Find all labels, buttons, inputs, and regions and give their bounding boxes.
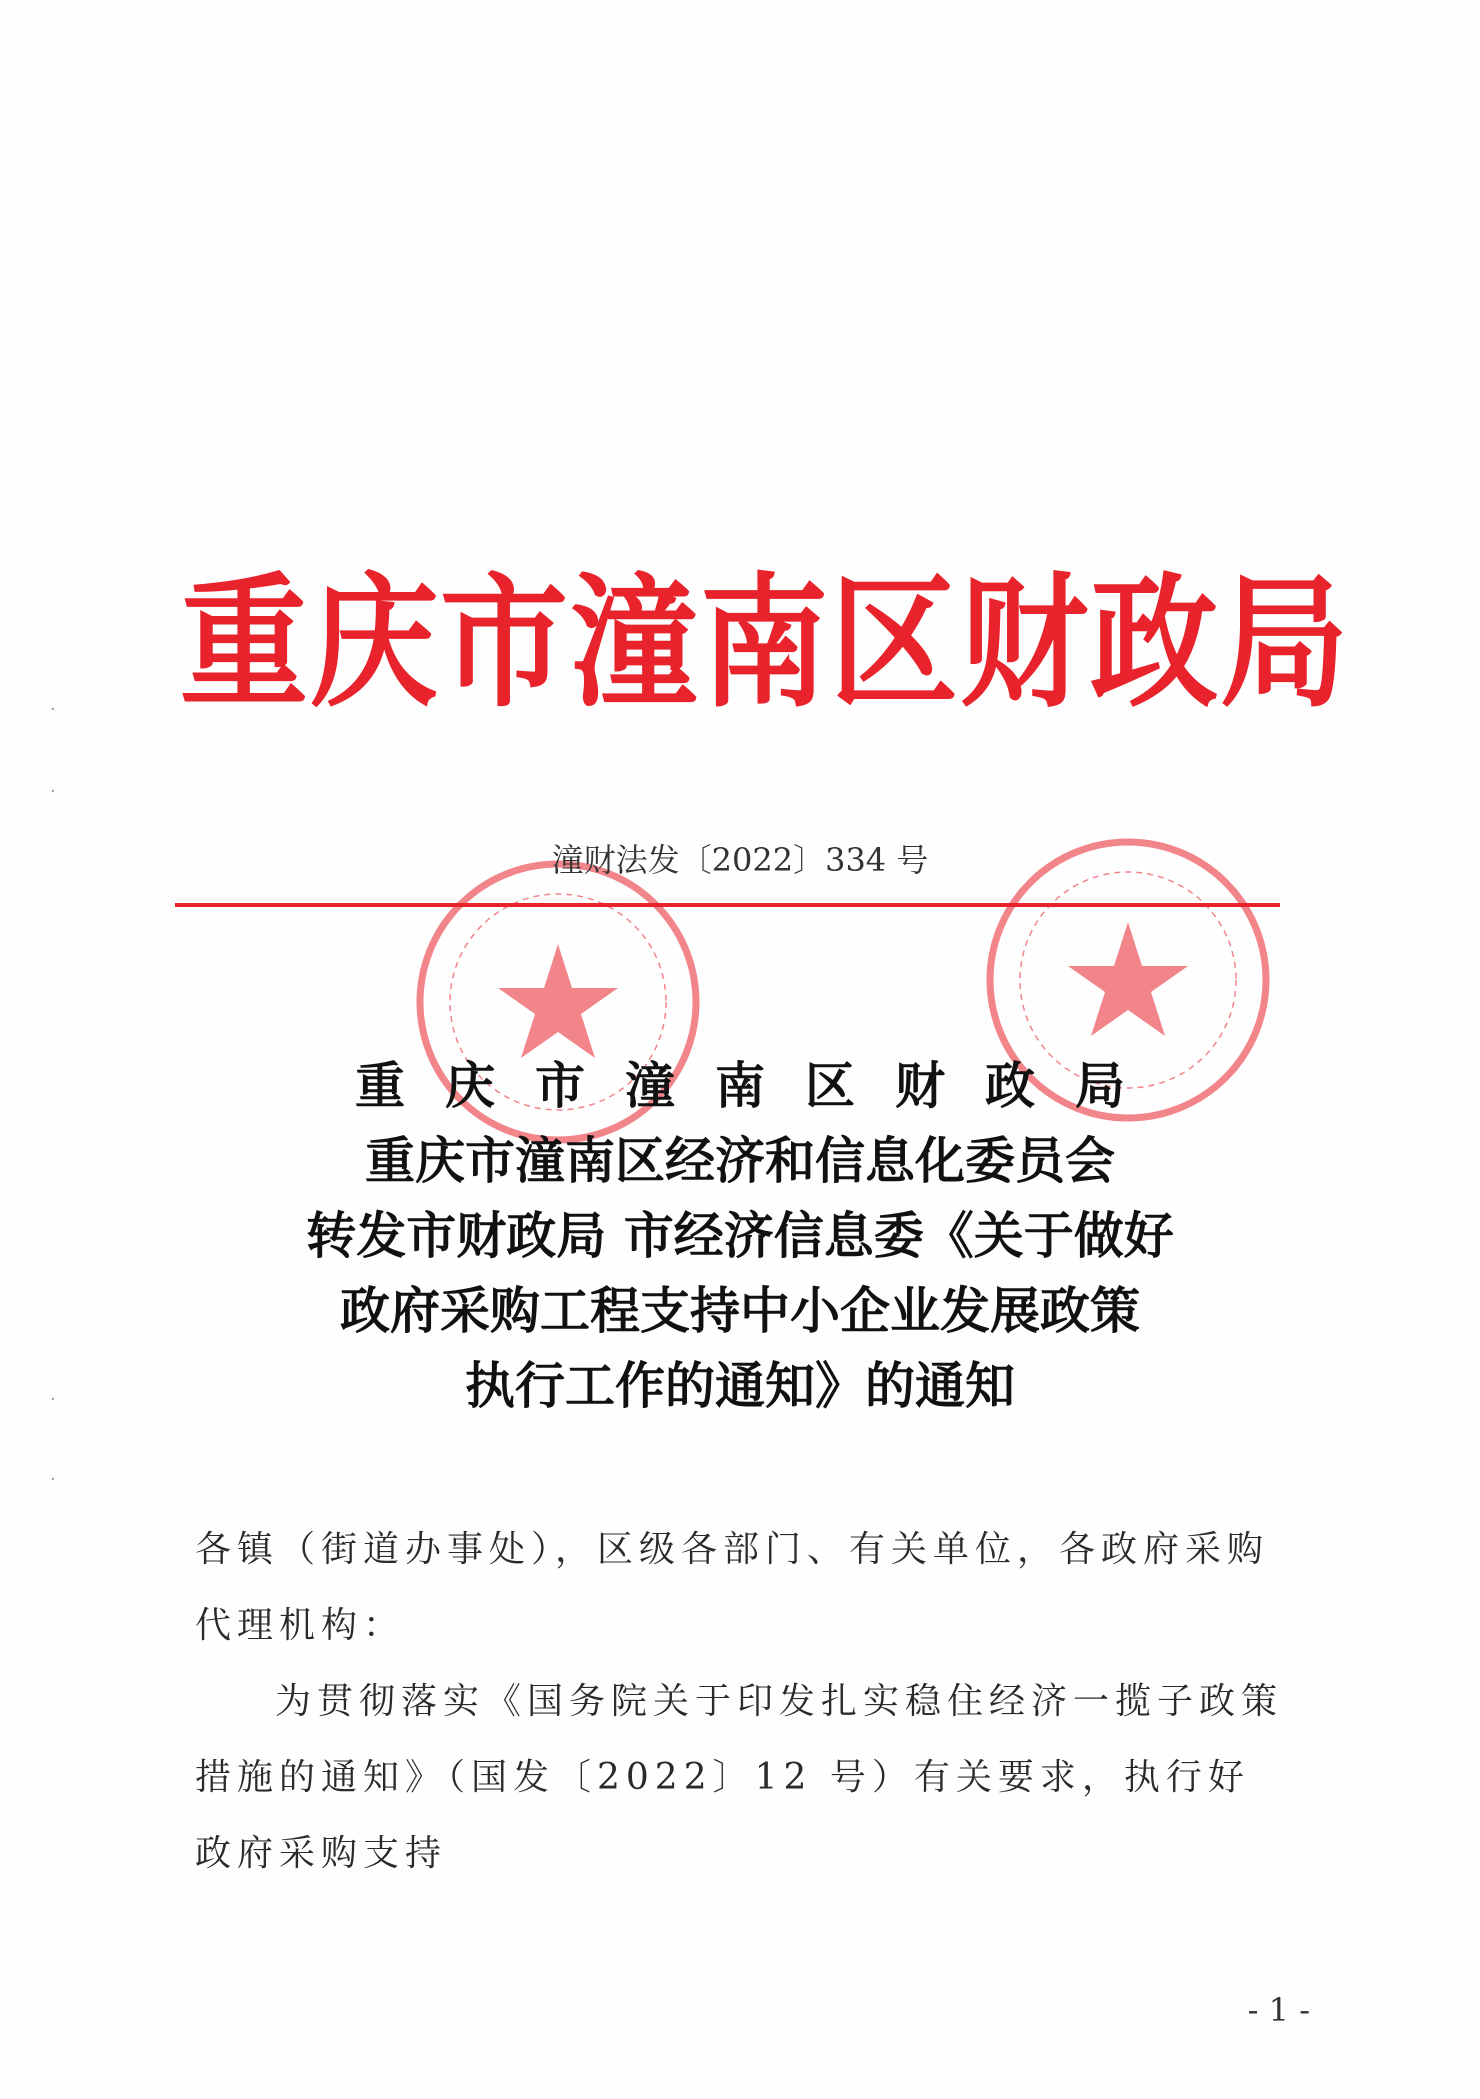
- scan-speck: ·: [50, 1469, 56, 1490]
- issuer-masthead: 重庆市潼南区财政局: [180, 560, 1351, 728]
- page-number: - 1 -: [1247, 1991, 1310, 2029]
- document-title: [0, 1048, 1480, 1423]
- body-paragraph: 为贯彻落实《国务院关于印发扎实稳住经济一揽子政策措施的通知》（国发〔2022〕12 号）有关要求，执行好政府采购支持: [195, 1681, 1284, 1874]
- scan-speck: ·: [50, 781, 56, 802]
- title-line: 执行工作的通知》的通知: [465, 1356, 1015, 1415]
- title-line: 重庆市潼南区财政局: [355, 1056, 1165, 1115]
- title-line: 重庆市潼南区经济和信息化委员会: [365, 1131, 1115, 1190]
- scan-speck: ·: [50, 1389, 56, 1410]
- red-divider: [175, 903, 1280, 907]
- document-number: 潼财法发〔2022〕334 号: [551, 841, 929, 879]
- title-line: 转发市财政局 市经济信息委《关于做好: [306, 1206, 1174, 1265]
- salutation: 各镇（街道办事处），区级各部门、有关单位，各政府采购代理机构：: [195, 1529, 1270, 1646]
- title-line: 政府采购工程支持中小企业发展政策: [340, 1281, 1140, 1340]
- scan-speck: ·: [50, 699, 56, 720]
